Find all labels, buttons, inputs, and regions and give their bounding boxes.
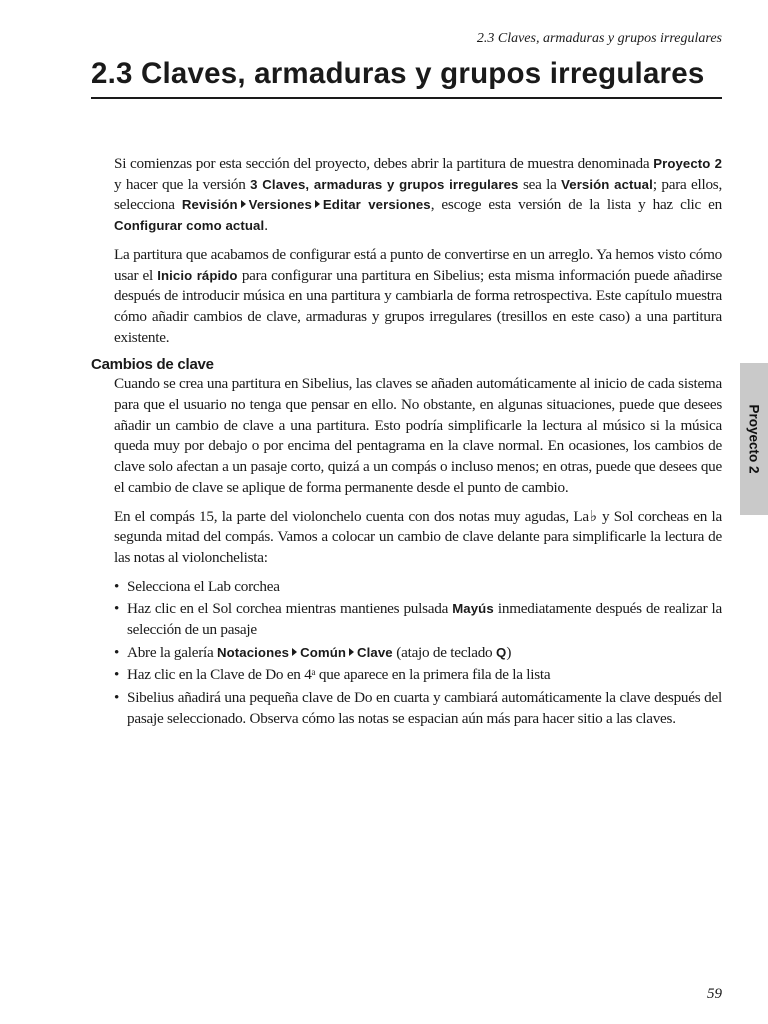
bullet-icon: •	[114, 666, 120, 684]
quick-start-term: Inicio rápido	[157, 267, 238, 283]
list-item: • Selecciona el Lab corchea	[114, 577, 722, 598]
menu-path-revision: Revisión	[181, 197, 238, 213]
menu-arrow-icon	[349, 648, 354, 656]
running-header: 2.3 Claves, armaduras y grupos irregulares	[476, 31, 722, 46]
menu-path-notaciones: Notaciones	[217, 644, 290, 660]
ordinal-superscript: a	[311, 667, 316, 678]
shift-key: Mayús	[452, 601, 494, 617]
side-tab-label: Proyecto 2	[746, 404, 762, 474]
bullet-icon: •	[114, 600, 120, 618]
menu-path-editar-versiones: Editar versiones	[322, 197, 431, 213]
bullet-icon: •	[114, 689, 120, 707]
menu-path-clave: Clave	[357, 644, 393, 660]
menu-arrow-icon	[241, 200, 246, 208]
list-item: • Sibelius añadirá una pequeña clave de Do en cuarta y cambiará automáticamente la clave después del pasaje seleccionado. Observa cómo las notas se espacian aún más para hacer sitio a las claves.	[114, 689, 722, 727]
list-item: • Haz clic en el Sol corchea mientras mantienes pulsada Mayús inmediatamente después de realizar la selección de un pasaje	[114, 600, 722, 639]
version-name: 3 Claves, armaduras y grupos irregulares	[250, 176, 519, 192]
section-paragraph-1: Cuando se crea una partitura en Sibelius, las claves se añaden automáticamente al inicio de cada sistema para que el usuario no tenga que pensar en ello. No obstante, en algunas situaciones, puede que desees añadir un cambio de clave a una partitura. Esto podría simplificarle la lectura al músico si la música queda muy por debajo o por encima del pentagrama en la clave normal. En ocasiones, los cambios de clave solo afectan a un pasaje corto, quizá a un compás o incluso menos; en otras, puede que desees que el cambio de clave se aplique de forma permanente desde el punto de cambio.	[114, 375, 722, 496]
score-name: Proyecto 2	[653, 156, 722, 171]
list-item: • Abre la galería Notaciones Común Clave (atajo de teclado Q)	[114, 643, 722, 664]
page-content	[91, 154, 722, 732]
menu-path-versiones: Versiones	[248, 197, 312, 213]
section-paragraph-2: En el compás 15, la parte del violonchelo cuenta con dos notas muy agudas, La♭ y Sol corcheas en la segunda mitad del compás. Vamos a colocar un cambio de clave delante para simplificarle la lectura de las notas al violonchelista:	[114, 507, 722, 566]
menu-path-comun: Común	[300, 644, 347, 660]
list-item: • Haz clic en la Clave de Do en 4$^a$ que aparece en la primera fila de la lista	[114, 665, 722, 686]
menu-arrow-icon	[315, 200, 320, 208]
shortcut-key: Q	[495, 644, 507, 660]
bullet-icon: •	[114, 643, 120, 661]
side-tab	[740, 363, 768, 515]
section-heading: Cambios de clave	[91, 356, 214, 374]
page-title: 2.3 Claves, armaduras y grupos irregulares	[91, 56, 722, 99]
menu-arrow-icon	[292, 648, 297, 656]
intro-paragraph-1: Si comienzas por esta sección del proyecto, debes abrir la partitura de muestra denominada Proyecto 2 y hacer que la versión 3 Claves, armaduras y grupos irregulares sea la Versión actual; para ellos, selecciona Revisión Versiones Editar versiones, escoge esta versión de la lista y haz clic en Configurar como actual.	[114, 155, 722, 235]
page-number: 59	[707, 986, 722, 1002]
bullet-icon: •	[114, 577, 120, 595]
intro-paragraph-2: La partitura que acabamos de configurar está a punto de convertirse en un arreglo. Ya hemos visto cómo usar el Inicio rápido para configurar una partitura en Sibelius; esta misma información puede añadirse después de introducir música en una partitura y cambiarla de forma retrospectiva. Este capítulo muestra cómo añadir cambios de clave, armaduras y grupos irregulares (tresillos en este caso) a una partitura existente.	[114, 245, 722, 346]
instruction-list	[114, 577, 722, 730]
set-current-button-ref: Configurar como actual	[114, 218, 265, 234]
current-version-term: Versión actual	[561, 176, 653, 192]
